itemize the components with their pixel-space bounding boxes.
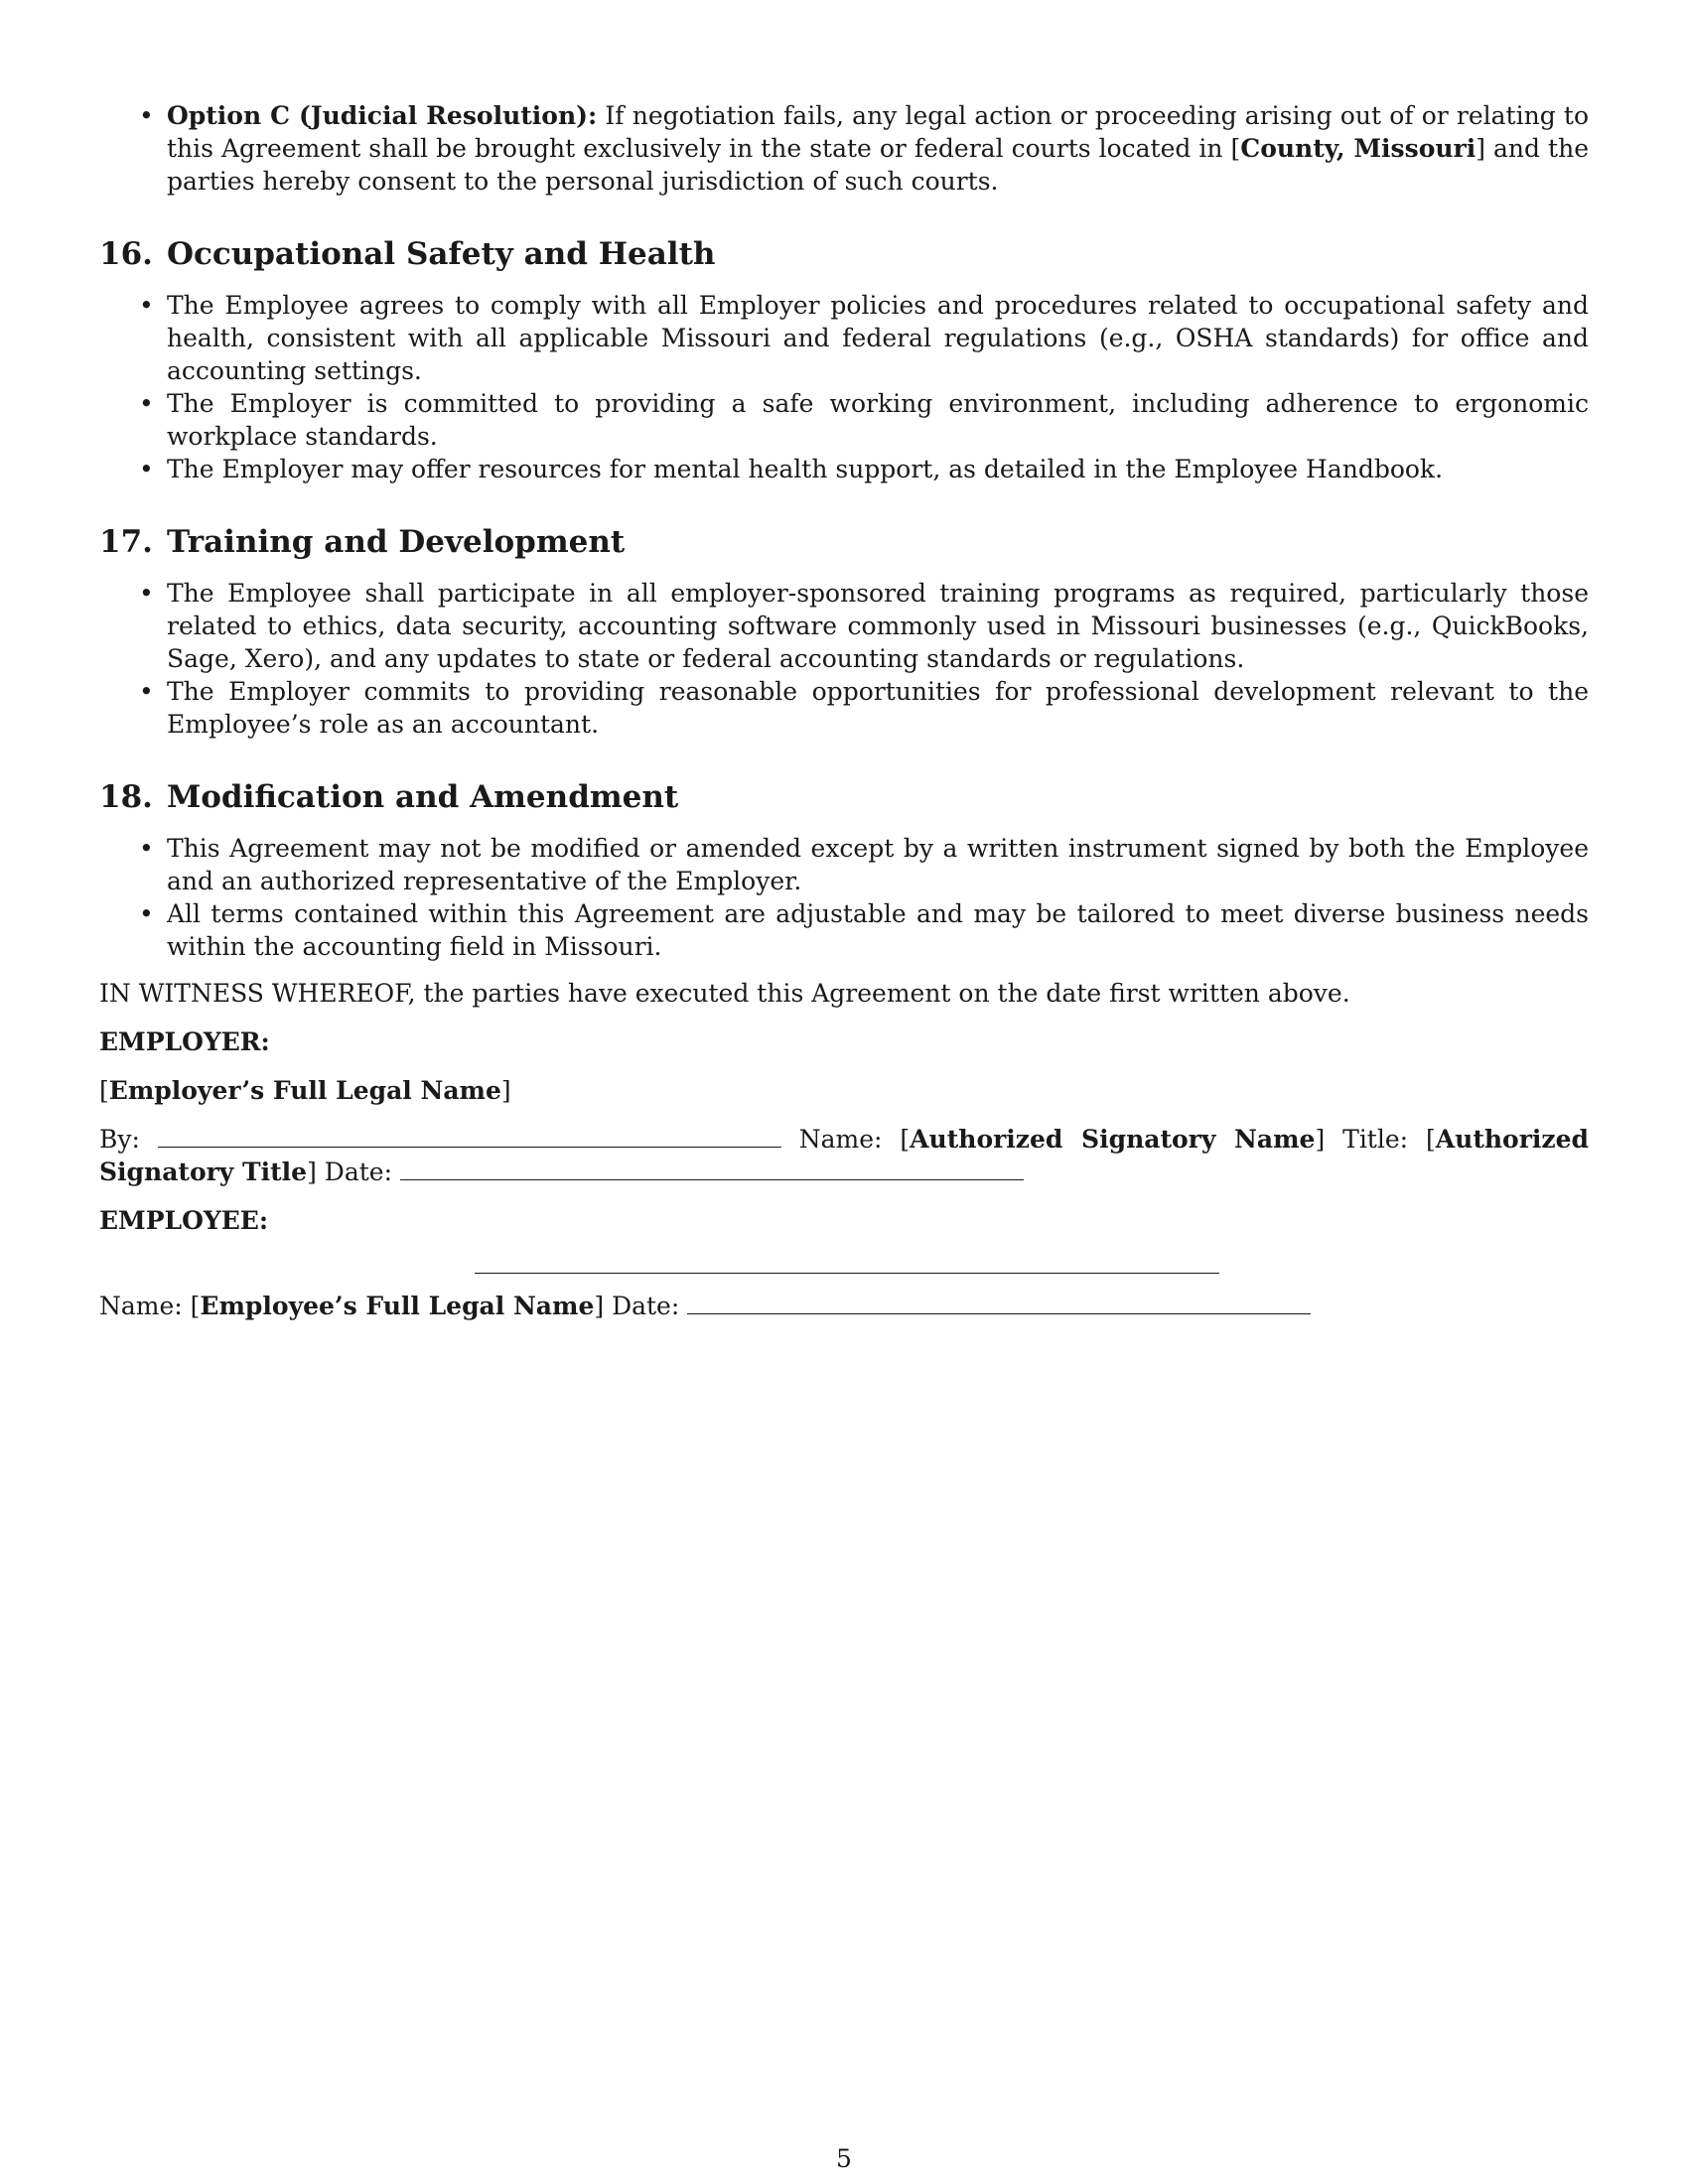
section-heading-16 [99, 235, 1589, 273]
option-c-text-2: ] and the parties hereby consent to the personal jurisdiction of such courts. [167, 134, 1589, 196]
employer-date-line[interactable] [400, 1156, 1024, 1180]
employee-date-label: Date: [612, 1292, 680, 1320]
section-heading-18 [99, 778, 1589, 816]
list-item: • The Employer is committed to providing a safe working environment, including adherence to ergonomic workplace standards. [167, 387, 1589, 453]
section-number: 17. [99, 524, 153, 560]
list-item: • The Employee shall participate in all employer-sponsored training programs as required, particularly those related to ethics, data security, accounting software commonly used in Missouri businesses (e.g., QuickBooks, Sage, Xero), and any updates to state or federal accounting standards or regulations. [167, 577, 1589, 675]
signatory-title-label: Title: [1342, 1125, 1409, 1154]
section-title: Training and Development [166, 524, 626, 560]
option-list [99, 99, 1589, 198]
employer-signature-block: By: Name: [Authorized Signatory Name] Title: [Authorized Signatory Title] Date: [99, 1125, 1589, 1186]
section-title: Modification and Amendment [166, 779, 679, 815]
bracket-close: ] [500, 1076, 511, 1105]
signatory-title-placeholder: Authorized Signatory Title [99, 1125, 1589, 1186]
section-17-list [99, 577, 1589, 741]
employee-date-line[interactable] [687, 1290, 1311, 1314]
section-18-list [99, 832, 1589, 963]
section-number: 16. [99, 236, 153, 272]
signatory-name-placeholder: Authorized Signatory Name [910, 1125, 1316, 1154]
section-16-list [99, 289, 1589, 485]
employer-name-placeholder: Employer’s Full Legal Name [108, 1076, 501, 1105]
document-page [99, 99, 1589, 1322]
witness-statement: IN WITNESS WHEREOF, the parties have executed this Agreement on the date first written above. [99, 979, 1350, 1008]
employee-signature-line[interactable] [475, 1259, 1219, 1274]
employee-name-line: Name: [Employee’s Full Legal Name] Date: [99, 1290, 1589, 1322]
list-item: • The Employer commits to providing reasonable opportunities for professional development relevant to the Employee’s role as an accountant. [167, 675, 1589, 741]
employee-name-placeholder: Employee’s Full Legal Name [200, 1292, 595, 1320]
by-label: By: [99, 1125, 140, 1154]
list-item: • The Employee agrees to comply with all Employer policies and procedures related to occupational safety and health, consistent with all applicable Missouri and federal regulations (e.g., OSHA standards) for office and accounting settings. [167, 289, 1589, 387]
option-c-text-1: If negotiation fails, any legal action or proceeding arising out of or relating to this Agreement shall be brought exclusively in the state or federal courts located in [ [167, 101, 1589, 163]
page-number: 5 [836, 2144, 852, 2173]
employer-name-line [99, 1074, 1589, 1107]
section-heading-17 [99, 523, 1589, 561]
employee-name-label: Name: [99, 1292, 183, 1320]
employee-label: EMPLOYEE: [99, 1206, 269, 1235]
section-number: 18. [99, 779, 153, 815]
employer-signature-line[interactable] [158, 1123, 781, 1148]
list-item: • All terms contained within this Agreement are adjustable and may be tailored to meet diverse business needs within the accounting field in Missouri. [167, 897, 1589, 963]
list-item: • This Agreement may not be modified or amended except by a written instrument signed by both the Employee and an authorized representative of the Employer. [167, 832, 1589, 897]
signatory-name-label: Name: [798, 1125, 883, 1154]
employer-date-label: Date: [324, 1158, 393, 1186]
option-c-label: Option C (Judicial Resolution): [167, 101, 598, 130]
employer-label: EMPLOYER: [99, 1027, 270, 1056]
list-item: • The Employer may offer resources for mental health support, as detailed in the Employee Handbook. [167, 453, 1589, 485]
county-placeholder: County, Missouri [1240, 134, 1477, 163]
section-title: Occupational Safety and Health [166, 236, 716, 272]
bracket-open: [ [99, 1076, 109, 1105]
option-c-item [167, 99, 1589, 198]
